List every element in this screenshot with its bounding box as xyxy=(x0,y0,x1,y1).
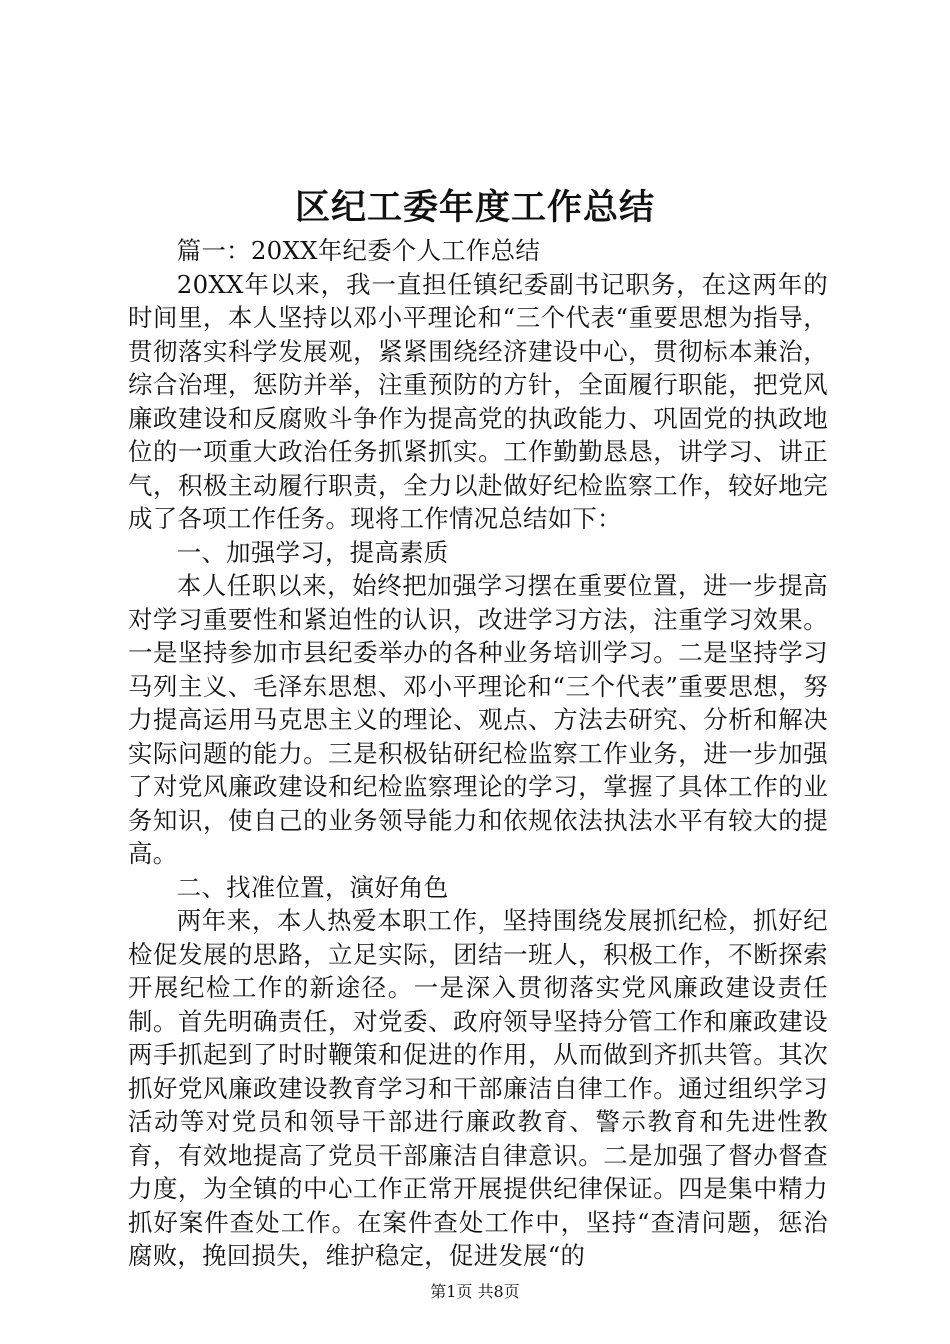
page-number-footer: 第1页 共8页 xyxy=(430,1282,520,1301)
section-heading: 一、加强学习，提高素质 xyxy=(176,537,449,567)
document-body xyxy=(128,234,828,1273)
section-heading: 篇一：20XX年纪委个人工作总结 xyxy=(176,236,541,265)
document-title: 区纪工委年度工作总结 xyxy=(294,187,655,228)
body-paragraph: 20XX年以来，我一直担任镇纪委副书记职务，在这两年的时间里，本人坚持以邓小平理论和“三个代表“重要思想为指导，贯彻落实科学发展观，紧紧围绕经济建设中心，贯彻标本兼治，综合治理，惩防并举，注重预防的方针，全面履行职能，把党风廉政建设和反腐败斗争作为提高党的执政能力、巩固党的执政地位的一项重大政治任务抓紧抓实。工作勤勤恳恳，讲学习、讲正气，积极主动履行职责，全力以赴做好纪检监察工作，较好地完成了各项工作任务。现将工作情况总结如下： xyxy=(128,269,828,533)
body-paragraph: 两年来，本人热爱本职工作，坚持围绕发展抓纪检，抓好纪检促发展的思路，立足实际，团结一班人，积极工作，不断探索开展纪检工作的新途径。一是深入贯彻落实党风廉政建设责任制。首先明确责任，对党委、政府领导坚持分管工作和廉政建设两手抓起到了时时鞭策和促进的作用，从而做到齐抓共管。其次抓好党风廉政建设教育学习和干部廉洁自律工作。通过组织学习活动等对党员和领导干部进行廉政教育、警示教育和先进性教育，有效地提高了党员干部廉洁自律意识。二是加强了督办督查力度，为全镇的中心工作正常开展提供纪律保证。四是集中精力抓好案件查处工作。在案件查处工作中，坚持“查清问题，惩治腐败，挽回损失，维护稳定，促进发展“的 xyxy=(128,906,828,1270)
section-heading: 二、找准位置，演好角色 xyxy=(176,872,449,902)
body-paragraph: 本人任职以来，始终把加强学习摆在重要位置，进一步提高对学习重要性和紧迫性的认识，改进学习方法，注重学习效果。一是坚持参加市县纪委举办的各种业务培训学习。二是坚持学习马列主义、毛泽东思想、邓小平理论和“三个代表”重要思想，努力提高运用马克思主义的理论、观点、方法去研究、分析和解决实际问题的能力。三是积极钻研纪检监察工作业务，进一步加强了对党风廉政建设和纪检监察理论的学习，掌握了具体工作的业务知识，使自己的业务领导能力和依规依法执法水平有较大的提高。 xyxy=(128,571,828,868)
